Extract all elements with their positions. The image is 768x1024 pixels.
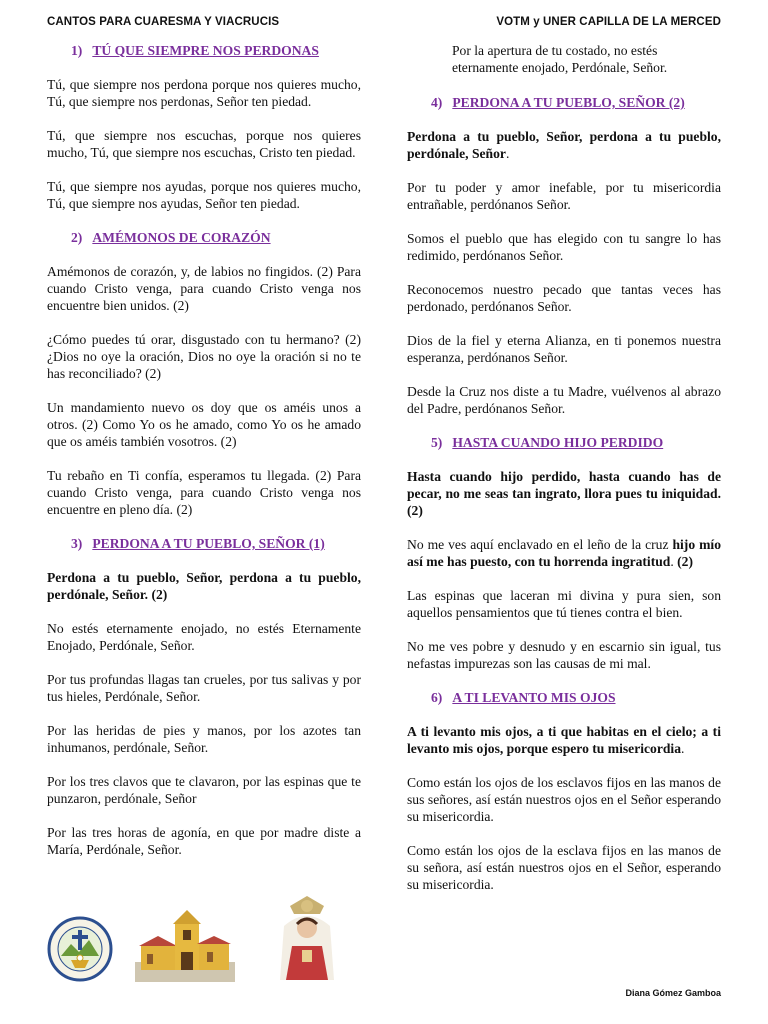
section-number: 3) bbox=[71, 536, 83, 551]
paragraph: Amémonos de corazón, y, de labios no fingidos. (2) Para cuando Cristo venga, para cuando Cristo venga nos encuentre bien unidos. (2) bbox=[47, 264, 361, 313]
section-2-heading bbox=[47, 229, 361, 246]
paragraph: Un mandamiento nuevo os doy que os améis unos a otros. (2) Como Yo os he amado, como Yo os he amado que os améis también vosotros. (2) bbox=[47, 400, 361, 449]
paragraph: Como están los ojos de los esclavos fijos en las manos de sus señores, así están nuestros ojos en el Señor esperando su misericordia. bbox=[407, 775, 721, 824]
paragraph bbox=[407, 536, 721, 570]
paragraph bbox=[407, 128, 721, 162]
text: . bbox=[681, 741, 685, 756]
section-1-heading bbox=[47, 42, 361, 59]
paragraph-bold: Perdona a tu pueblo, Señor, perdona a tu pueblo, perdónale, Señor. (2) bbox=[47, 570, 361, 602]
paragraph: No estés eternamente enojado, no estés Eternamente Enojado, Perdónale, Señor. bbox=[47, 621, 361, 653]
bold-text: A ti levanto mis ojos, a ti que habitas en el cielo; a ti levanto mis ojos, porque espero tu misericordia bbox=[407, 724, 721, 756]
section-title: AMÉMONOS DE CORAZÓN bbox=[92, 230, 271, 245]
section-number: 4) bbox=[431, 95, 443, 110]
author-credit: Diana Gómez Gamboa bbox=[625, 988, 721, 998]
paragraph bbox=[407, 723, 721, 757]
paragraph: Desde la Cruz nos diste a tu Madre, vuélvenos al abrazo del Padre, perdónanos Señor. bbox=[407, 384, 721, 416]
section-number: 1) bbox=[71, 43, 83, 58]
paragraph: Por tus profundas llagas tan crueles, por tus salivas y por tus hieles, Perdónale, Señor. bbox=[47, 672, 361, 704]
paragraph: ¿Cómo puedes tú orar, disgustado con tu hermano? (2) ¿Dios no oye la oración, Dios no oye la oración si no te has reconciliado? (2) bbox=[47, 332, 361, 381]
section-title: PERDONA A TU PUEBLO, SEÑOR (1) bbox=[92, 536, 325, 551]
paragraph: Por las tres horas de agonía, en que por madre diste a María, Perdónale, Señor. bbox=[47, 825, 361, 857]
bold-text: hijo mío así me has puesto, con tu horrenda ingratitud bbox=[407, 537, 721, 569]
section-title: HASTA CUANDO HIJO PERDIDO bbox=[452, 435, 664, 450]
parish-seal-logo bbox=[47, 916, 113, 982]
header-left-title: CANTOS PARA CUARESMA Y VIACRUCIS bbox=[47, 16, 280, 28]
bold-text: Perdona a tu pueblo, Señor, perdona a tu pueblo, perdónale, Señor bbox=[407, 129, 721, 161]
header-right-title: VOTM y UNER CAPILLA DE LA MERCED bbox=[496, 16, 721, 28]
text: . bbox=[505, 146, 510, 161]
paragraph: Por las heridas de pies y manos, por los azotes tan inhumanos, perdónale, Señor. bbox=[47, 723, 361, 755]
bottom-images bbox=[47, 910, 361, 982]
church-photo bbox=[135, 910, 235, 982]
paragraph: Tú, que siempre nos escuchas, porque nos quieres mucho, Tú, que siempre nos escuchas, Cristo ten piedad. bbox=[47, 128, 361, 160]
text: No me ves aquí enclavado en el leño de la cruz bbox=[407, 537, 673, 552]
paragraph: Tu rebaño en Ti confía, esperamos tu llegada. (2) Para cuando Cristo venga, para cuando Cristo venga nos encuentre en pleno día. (2) bbox=[47, 468, 361, 517]
paragraph: Reconocemos nuestro pecado que tantas veces has perdonado, perdónanos Señor. bbox=[407, 282, 721, 314]
section-title: PERDONA A TU PUEBLO, SEÑOR (2) bbox=[452, 95, 685, 110]
text: . bbox=[670, 554, 678, 569]
paragraph: Como están los ojos de la esclava fijos en las manos de su señora, así están nuestros ojos en el Señor, esperando su misericordia. bbox=[407, 843, 721, 892]
virgin-image-photo bbox=[272, 896, 342, 980]
paragraph-bold: Hasta cuando hijo perdido, hasta cuando has de pecar, no me seas tan ingrato, llora pues tu iniquidad. (2) bbox=[407, 469, 721, 518]
left-column bbox=[47, 42, 361, 875]
paragraph: Por los tres clavos que te clavaron, por las espinas que te punzaron, perdónale, Señor bbox=[47, 774, 361, 806]
section-number: 6) bbox=[431, 690, 443, 705]
paragraph: Las espinas que laceran mi divina y pura sien, son aquellos pensamientos que tú tienes contra el bien. bbox=[407, 588, 721, 620]
section-6-heading bbox=[407, 689, 721, 706]
paragraph: No me ves pobre y desnudo y en escarnio sin igual, tus nefastas impurezas son las causas de mi mal. bbox=[407, 639, 721, 671]
paragraph: Somos el pueblo que has elegido con tu sangre lo has redimido, perdónanos Señor. bbox=[407, 231, 721, 263]
paragraph: Dios de la fiel y eterna Alianza, en ti ponemos nuestra esperanza, perdónanos Señor. bbox=[407, 333, 721, 365]
section-4-heading bbox=[407, 94, 721, 111]
bold-text: (2) bbox=[677, 554, 694, 569]
section-5-heading bbox=[407, 434, 721, 451]
section-title: TÚ QUE SIEMPRE NOS PERDONAS bbox=[92, 43, 319, 58]
paragraph: Por tu poder y amor inefable, por tu misericordia entrañable, perdónanos Señor. bbox=[407, 180, 721, 212]
section-3-heading bbox=[47, 535, 361, 552]
paragraph: Tú, que siempre nos ayudas, porque nos quieres mucho, Tú, que siempre nos ayudas, Señor ten piedad. bbox=[47, 179, 361, 211]
paragraph: Tú, que siempre nos perdona porque nos quieres mucho, Tú, que siempre nos perdonas, Señor ten piedad. bbox=[47, 77, 361, 109]
right-column bbox=[407, 42, 721, 910]
section-number: 5) bbox=[431, 435, 443, 450]
section-number: 2) bbox=[71, 230, 83, 245]
paragraph: Por la apertura de tu costado, no estés eternamente enojado, Perdónale, Señor. bbox=[452, 43, 668, 75]
section-title: A TI LEVANTO MIS OJOS bbox=[452, 690, 616, 705]
